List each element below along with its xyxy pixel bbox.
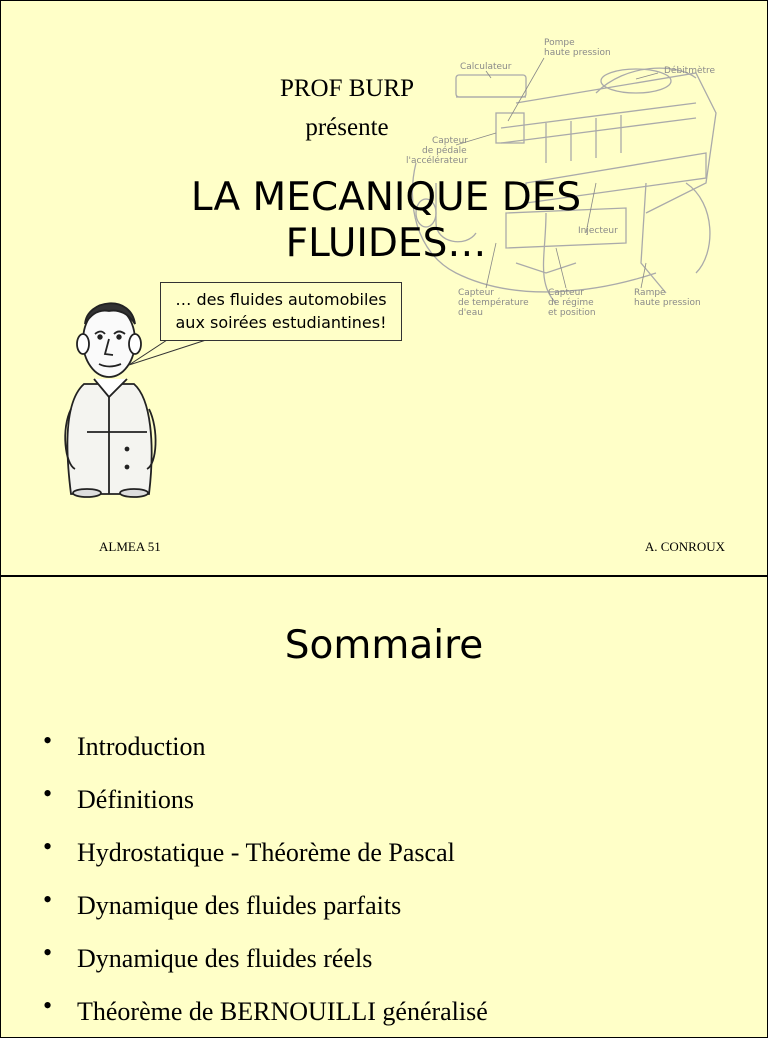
summary-slide <box>0 576 768 1038</box>
list-item: • Introduction <box>43 727 488 780</box>
summary-title: Sommaire <box>284 623 484 668</box>
list-item: • Dynamique des fluides parfaits <box>43 886 488 939</box>
list-item: • Dynamique des fluides réels <box>43 939 488 992</box>
professor-figure <box>65 303 155 497</box>
label-capteur-regime-1: Capteur <box>548 288 584 298</box>
list-item: • Théorème de BERNOUILLI généralisé <box>43 992 488 1038</box>
bullet-icon: • <box>43 832 53 861</box>
speech-bubble <box>160 282 402 341</box>
professor-cartoon <box>39 279 174 499</box>
label-rampe-1: Rampe <box>634 288 666 298</box>
label-haute-pression: haute pression <box>544 48 611 58</box>
author-name: PROF BURP <box>279 75 415 102</box>
label-debitmetre: Débitmètre <box>664 66 716 76</box>
label-capteur-temp-3: d'eau <box>458 308 483 318</box>
bullet-icon: • <box>43 938 53 967</box>
footer-left: ALMEA 51 <box>99 539 161 554</box>
bullet-icon: • <box>43 885 53 914</box>
label-capteur-pedale-3: l'accélérateur <box>406 156 468 166</box>
label-injecteur: Injecteur <box>578 226 618 236</box>
label-capteur-regime-2: de régime <box>548 298 594 308</box>
bubble-line-2: aux soirées estudiantines! <box>175 313 387 332</box>
summary-list <box>43 727 488 1038</box>
speech-bubble-tail <box>129 339 209 367</box>
bullet-icon: • <box>43 779 53 808</box>
label-rampe-2: haute pression <box>634 298 701 308</box>
label-capteur-temp-2: de température <box>458 298 529 308</box>
list-item: • Définitions <box>43 780 488 833</box>
label-capteur-pedale-1: Capteur <box>432 136 468 146</box>
title-line-1: LA MECANIQUE DES <box>190 175 582 220</box>
label-capteur-temp-1: Capteur <box>458 288 494 298</box>
label-pompe: Pompe <box>544 38 575 48</box>
bullet-icon: • <box>43 726 53 755</box>
list-item: • Hydrostatique - Théorème de Pascal <box>43 833 488 886</box>
label-capteur-pedale-2: de pédale <box>422 146 467 156</box>
bubble-line-1: … des fluides automobiles <box>175 290 387 309</box>
presents-text: présente <box>305 114 389 141</box>
label-calculateur: Calculateur <box>460 62 512 72</box>
title-line-2: FLUIDES… <box>285 221 487 266</box>
slide-title <box>131 175 641 267</box>
label-capteur-regime-3: et position <box>548 308 596 318</box>
footer-right: A. CONROUX <box>644 539 725 554</box>
bullet-icon: • <box>43 991 53 1020</box>
